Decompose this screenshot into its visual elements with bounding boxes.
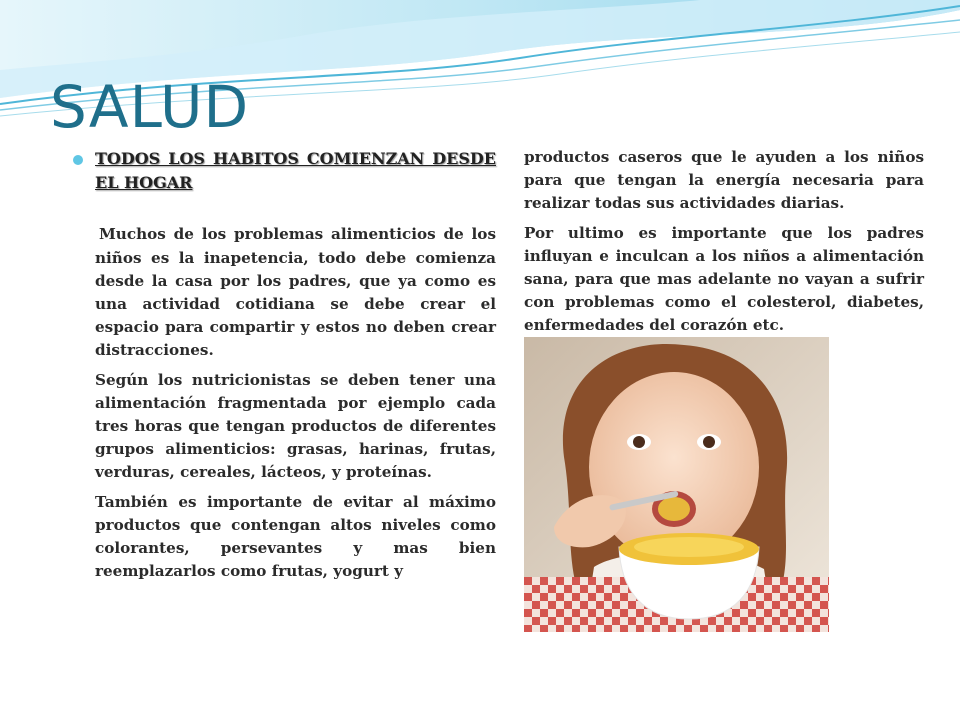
left-column [73,147,496,589]
right-column [524,146,924,338]
paragraph-evitar: También es importante de evitar al máximo productos que contengan altos niveles como colorantes, persevantes y mas bien reemplazarlos como frutas, yogurt y [95,492,496,581]
bullet-item [73,147,496,195]
bullet-dot-icon [73,155,83,165]
bullet-heading: TODOS LOS HABITOS COMIENZAN DESDE EL HOGAR [95,149,496,193]
paragraph-nutricionistas: Según los nutricionistas se deben tener una alimentación fragmentada por ejemplo cada tres horas que tengan productos de diferentes grupos alimenticios: grasas, harinas, frutas, verduras, cereales, lácteos, y proteínas. [95,370,496,482]
paragraph-problemas: Muchos de los problemas alimenticios de los niños es la inapetencia, todo debe comienza desde la casa por los padres, que ya como es una actividad cotidiana se debe crear el espacio para compartir y estos no deben crear distracciones. [95,225,496,360]
child-eating-photo [524,337,829,632]
slide-title: SALUD [50,73,250,141]
paragraph-por-ultimo: Por ultimo es importante que los padres influyan e inculcan a los niños a alimentación sana, para que mas adelante no vayan a sufrir con problemas como el colesterol, diabetes, enfermedades del corazón etc. [524,223,924,335]
paragraph-productos-caseros: productos caseros que le ayuden a los niños para que tengan la energía necesaria para realizar todas sus actividades diarias. [524,148,924,213]
